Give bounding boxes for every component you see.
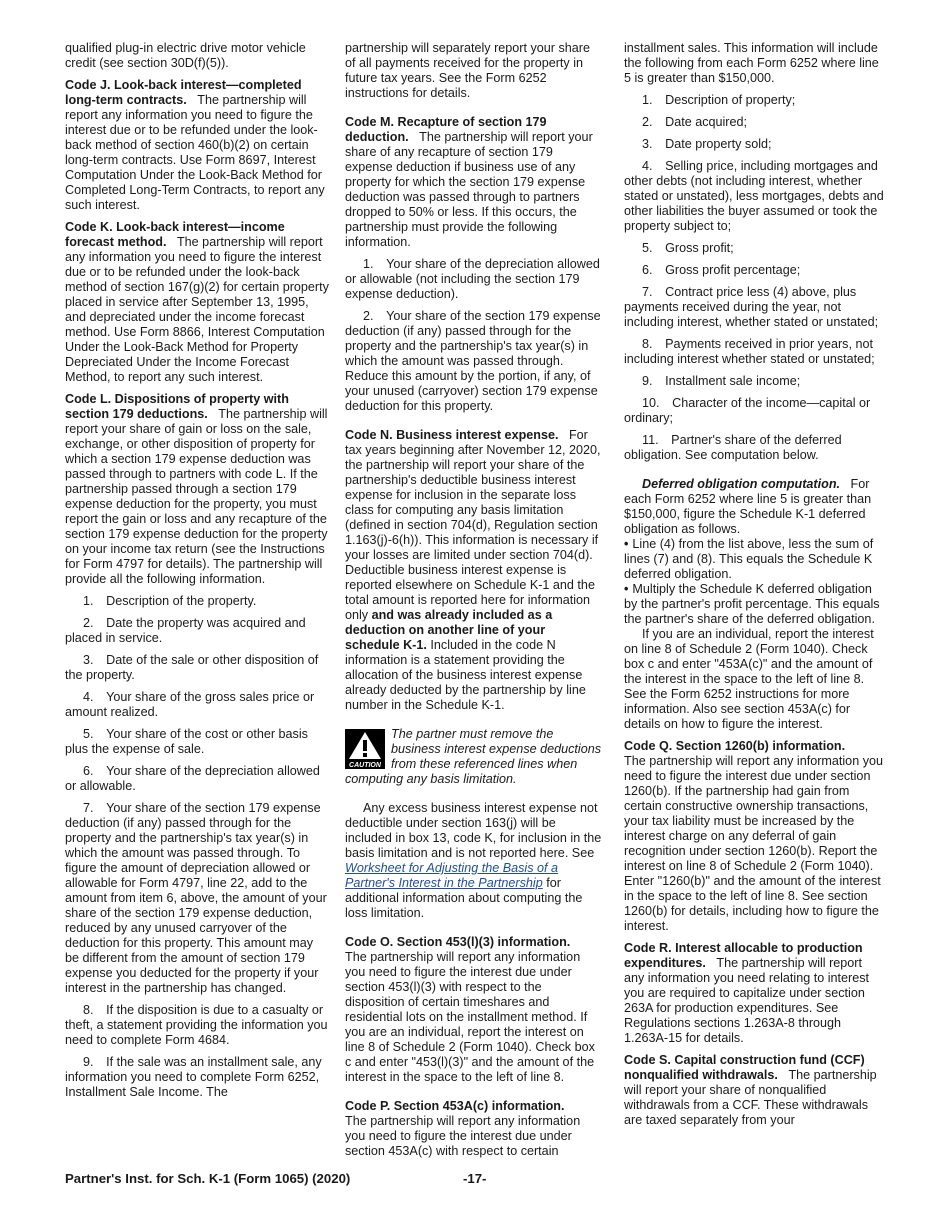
worksheet-link[interactable]: Worksheet for Adjusting the Basis of a Partner's Interest in the Partnership	[345, 861, 559, 890]
code-q-body: The partnership will report any information you need to figure the interest due under section 1260(b). If the partnership had gain from certain constructive ownership transactions, your tax liability must be increased by the interest charge on any deferral of gain recognition under section 1260(b). Report the interest on line 8 of Schedule 2 (Form 1040). Enter "1260(b)" and the amount of the interest in the space to the left of line 8. See section 1260(b) for details, including how to figure the interest.	[624, 754, 883, 933]
bullet-text: Multiply the Schedule K deferred obligation by the partner's profit percentage. This equals the partner's share of the deferred obligation.	[624, 582, 880, 626]
code-n-section	[345, 428, 603, 713]
code-o-heading: Code O. Section 453(l)(3) information.	[345, 935, 571, 949]
bullet-item	[624, 582, 885, 627]
list-item: 1. Your share of the depreciation allowed or allowable (not including the section 179 expense deduction).	[345, 257, 600, 301]
list-item: 8. If the disposition is due to a casualty or theft, a statement providing the information you need to complete Form 4684.	[65, 1003, 328, 1047]
paragraph: installment sales. This information will include the following from each Form 6252 where line 5 is greater than $150,000.	[624, 41, 879, 85]
code-l-body: The partnership will report your share of gain or loss on the sale, exchange, or other disposition of property for which a section 179 expense deduction was passed through to partners with code L. If the partnership passed through a section 179 expense deduction for the property, you must report the gain or loss and any recapture of the section 179 expense deduction for the property on your income tax return (see the Instructions for Form 4797 for details). The partnership will provide all the following information.	[65, 407, 328, 586]
code-r-body: The partnership will report any information you need relating to interest you are required to capitalize under section 263A for production expenditures. See Regulations sections 1.263A-8 through 1.263A-15 for details.	[624, 956, 870, 1045]
code-r-section	[624, 941, 885, 1046]
code-o-section	[345, 935, 603, 1085]
list-item: 2. Date the property was acquired and placed in service.	[65, 616, 306, 645]
code-p-section	[345, 1099, 603, 1159]
list-item: 11. Partner's share of the deferred obligation. See computation below.	[624, 433, 842, 462]
code-p-heading: Code P. Section 453A(c) information.	[345, 1099, 565, 1113]
individual-paragraph: If you are an individual, report the interest on line 8 of Schedule 2 (Form 1040). Check box c and enter "453A(c)" and the amount of the interest in the space to the left of line 8. See the Form 6252 instructions for more information. Also see section 453A(c) for details on how to figure the interest.	[624, 627, 874, 731]
bullet-text: Line (4) from the list above, less the sum of lines (7) and (8). This equals the Schedule K deferred obligation.	[624, 537, 874, 581]
list-item: 4. Selling price, including mortgages and other debts (not including interest, whether stated or unstated), less mortgages, debts and other liabilities the buyer assumed or took the property subject to;	[624, 159, 884, 233]
deferred-body: For each Form 6252 where line 5 is greater than $150,000, figure the Schedule K-1 deferred obligation as follows.	[624, 477, 872, 536]
list-item: 3. Date of the sale or other disposition of the property.	[65, 653, 319, 682]
code-n-heading: Code N. Business interest expense.	[345, 428, 559, 442]
list-item: 1. Description of property;	[642, 93, 796, 107]
paragraph: qualified plug-in electric drive motor vehicle credit (see section 30D(f)(5)).	[65, 41, 306, 70]
list-item: 3. Date property sold;	[642, 137, 772, 151]
code-k-section	[65, 220, 329, 385]
code-k-body: The partnership will report any information you need to figure the interest due or to be refunded under the look-back method of section 167(g)(2) for certain property placed in service after September 13, 1995, and depreciated under the income forecast method. Use Form 8866, Interest Computation Under the Look-Back Method for Property Depreciated Under the Income Forecast Method, to report any such interest.	[65, 235, 329, 384]
caution-label: CAUTION	[349, 762, 381, 769]
list-item: 1. Description of the property.	[83, 594, 257, 608]
deferred-heading: Deferred obligation computation.	[642, 477, 841, 491]
list-item: 10. Character of the income—capital or ordinary;	[624, 396, 871, 425]
list-item: 9. If the sale was an installment sale, any information you need to complete Form 6252, Installment Sale Income. The	[65, 1055, 322, 1099]
footer-title: Partner's Inst. for Sch. K-1 (Form 1065) (2020)	[65, 1171, 351, 1186]
code-s-section	[624, 1053, 885, 1128]
code-o-body: The partnership will report any information you need to figure the interest due under section 453(l)(3) with respect to the disposition of certain timeshares and residential lots on the installment method. If you are an individual, report the interest on line 8 of Schedule 2 (Form 1040). Check box c and enter "453(l)(3)" and the amount of the interest in the space to the left of line 8.	[345, 950, 595, 1084]
code-j-body: The partnership will report any information you need to figure the interest due or to be refunded under the look-back method of section 460(b)(2) on certain long-term contracts. Use Form 8697, Interest Computation Under the Look-Back Method for Completed Long-Term Contracts, to report any such interest.	[65, 93, 325, 212]
column-3	[624, 41, 885, 1135]
list-item: 6. Gross profit percentage;	[642, 263, 801, 277]
code-r-heading: Code R. Interest allocable to production expenditures.	[624, 941, 863, 970]
list-item: 2. Your share of the section 179 expense deduction (if any) passed through for the property and the partnership's tax year(s) in which the amount was passed through. Reduce this amount by the portion, if any, of your unused (carryover) section 179 expense deduction for this property.	[345, 309, 601, 413]
code-l-section	[65, 392, 329, 587]
column-1	[65, 41, 329, 1107]
bullet-item	[624, 537, 885, 582]
paragraph: partnership will separately report your share of all payments received for the property in future tax years. See the Form 6252 instructions for details.	[345, 41, 590, 100]
code-m-heading: Code M. Recapture of section 179 deduction.	[345, 115, 547, 144]
list-item: 5. Gross profit;	[642, 241, 734, 255]
caution-text: The partner must remove the business interest expense deductions from these referenced lines when computing any basis limitation.	[345, 727, 602, 786]
code-j-heading: Code J. Look-back interest—completed long-term contracts.	[65, 78, 302, 107]
excess-text: Any excess business interest expense not deductible under section 163(j) will be included in box 13, code K, for inclusion in the basis limitation and is not reported here. See	[345, 801, 602, 860]
excess-paragraph	[345, 801, 603, 921]
bullet-icon: •	[624, 582, 629, 596]
deferred-section	[624, 477, 885, 537]
code-j-section	[65, 78, 329, 213]
code-k-heading: Code K. Look-back interest—income forecast method.	[65, 220, 285, 249]
code-s-heading: Code S. Capital construction fund (CCF) nonqualified withdrawals.	[624, 1053, 865, 1082]
caution-icon	[345, 729, 385, 769]
list-item: 2. Date acquired;	[642, 115, 748, 129]
code-q-heading: Code Q. Section 1260(b) information.	[624, 739, 846, 753]
code-q-section	[624, 739, 885, 934]
code-m-section	[345, 115, 603, 250]
code-l-heading: Code L. Dispositions of property with section 179 deductions.	[65, 392, 289, 421]
page-number: -17-	[463, 1171, 487, 1186]
code-m-body: The partnership will report your share of any recapture of section 179 expense deduction if business use of any property for which the section 179 expense deduction was passed through to partners dropped to 50% or less. If this occurs, the partnership must provide the following information.	[345, 130, 593, 249]
list-item: 8. Payments received in prior years, not including interest whether stated or unstated;	[624, 337, 875, 366]
list-item: 7. Your share of the section 179 expense deduction (if any) passed through for the property and the partnership's tax year(s) in which the amount was passed through. To figure the amount of depreciation allowed or allowable for Form 4797, line 22, add to the amount from item 6, above, the amount of your share of the section 179 expense deduction, reduced by any unused carryover of the deduction for this property. This amount may be different from the amount of section 179 expense you deducted for the property if your interest in the partnership has changed.	[65, 801, 327, 995]
excess-text-2: for additional information about computing the loss limitation.	[345, 876, 583, 920]
code-n-bold: and was already included as a deduction on another line of your schedule K-1.	[345, 608, 553, 652]
list-item: 5. Your share of the cost or other basis plus the expense of sale.	[65, 727, 308, 756]
caution-note	[345, 727, 603, 787]
list-item: 9. Installment sale income;	[642, 374, 801, 388]
column-2	[345, 41, 603, 1166]
list-item: 7. Contract price less (4) above, plus payments received during the year, not including interest, whether stated or unstated;	[624, 285, 879, 329]
code-s-body: The partnership will report your share of nonqualified withdrawals from a CCF. These withdrawals are taxed separately from your	[624, 1068, 877, 1127]
list-item: 4. Your share of the gross sales price or amount realized.	[65, 690, 315, 719]
code-n-body: For tax years beginning after November 12, 2020, the partnership will report your share of the partnership's deductible business interest expense for inclusion in the separate loss class for computing any basis limitation (defined in section 704(d), Regulation section 1.163(j)-6(h)). This information is necessary if your losses are limited under section 704(d). Deductible business interest expense is reported elsewhere on Schedule K-1 and the total amount is reported here for information only	[345, 428, 601, 622]
code-n-body-2: Included in the code N information is a statement providing the allocation of the business interest expense already deducted by the partnership by line number in the Schedule K-1.	[345, 638, 586, 712]
code-p-body: The partnership will report any information you need to figure the interest due under section 453A(c) with respect to certain	[345, 1114, 581, 1158]
bullet-icon: •	[624, 537, 629, 551]
list-item: 6. Your share of the depreciation allowed or allowable.	[65, 764, 320, 793]
